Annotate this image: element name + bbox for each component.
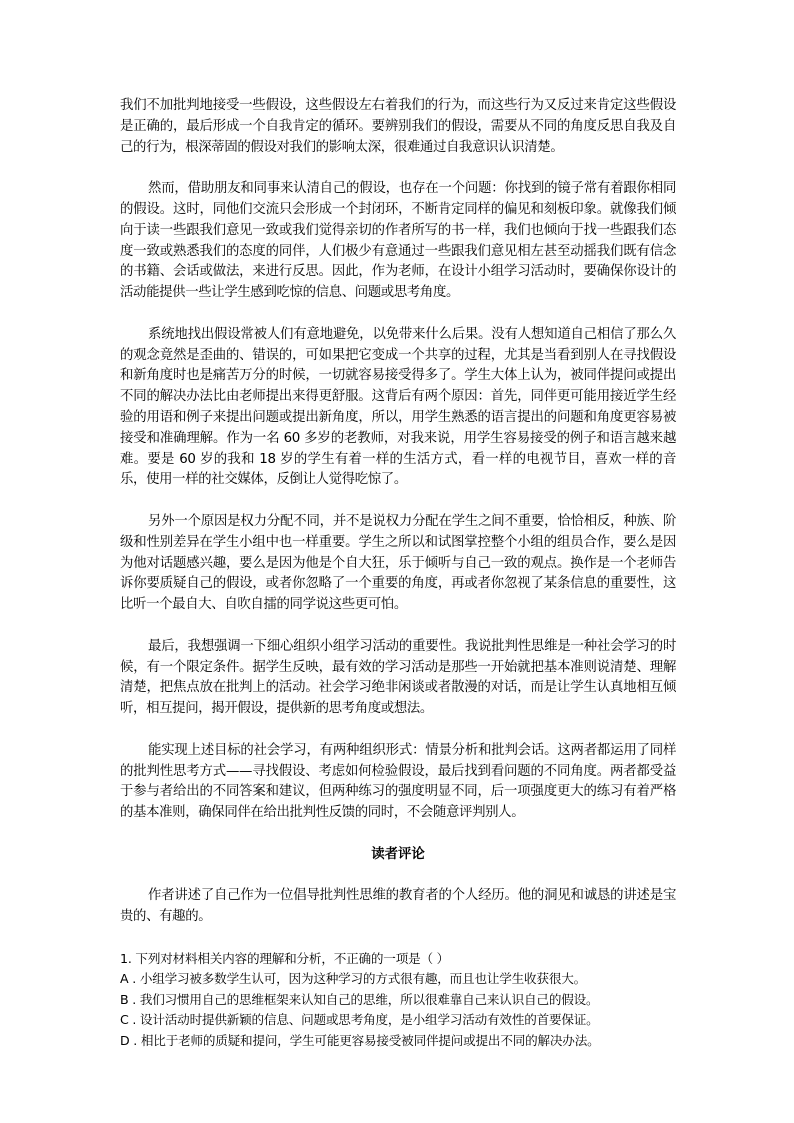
question-option-b: B . 我们习惯用自己的思维框架来认知自己的思维，所以很难靠自己来认识自己的假设。 (120, 991, 599, 1007)
section-heading: 读者评论 (371, 846, 425, 862)
document-page (120, 96, 676, 1052)
question-stem: 1. 下列对材料相关内容的理解和分析，不正确的一项是（ ） (120, 950, 450, 966)
question-option-a: A . 小组学习被多数学生认可，因为这种学习的方式很有趣，而且也让学生收获很大。 (120, 971, 586, 987)
body-paragraph-6: 能实现上述目标的社会学习，有两种组织形式：情景分析和批判会话。这两者都运用了同样的批判性思考方式——寻找假设、考虑如何检验假设，最后找到看问题的不同角度。两者都受益于参与者给出的不同答案和建议，但两种练习的强度明显不同，后一项强度更大的练习有着严格的基本准则，确保同伴在给出批判性反馈的同时，不会随意评判别人。 (120, 742, 676, 821)
question-option-d: D . 相比于老师的质疑和提问，学生可能更容易接受被同伴提问或提出不同的解决办法。 (120, 1033, 600, 1049)
comment-paragraph: 作者讲述了自己作为一位倡导批判性思维的教育者的个人经历。他的洞见和诚恳的讲述是宝贵的、有趣的。 (120, 888, 676, 925)
question-block (120, 949, 676, 1052)
body-paragraph-4: 另外一个原因是权力分配不同，并不是说权力分配在学生之间不重要，恰恰相反，种族、阶级和性别差异在学生小组中也一样重要。学生之所以和试图掌控整个小组的组员合作，要么是因为他对话题感兴趣，要么是因为他是个自大狂，乐于倾听与自己一致的观点。换作是一个老师告诉你要质疑自己的假设，或者你忽略了一个重要的角度，再或者你忽视了某条信息的重要性，这比听一个最自大、自吹自擂的同学说这些更可怕。 (120, 513, 676, 613)
body-paragraph-3: 系统地找出假设常被人们有意地避免，以免带来什么后果。没有人想知道自己相信了那么久的观念竟然是歪曲的、错误的，可如果把它变成一个共享的过程，尤其是当看到别人在寻找假设和新角度时也是痛苦万分的时候，一切就容易接受得多了。学生大体上认为，被同伴提问或提出不同的解决办法比由老师提出来得更舒服。这背后有两个原因：首先，同伴更可能用接近学生经验的用语和例子来提出问题或提出新角度，所以，用学生熟悉的语言提出的问题和角度更容易被接受和准确理解。作为一名 60 多岁的老教师，对我来说，用学生容易接受的例子和语言越来越难。要是 60 岁的我和 18 岁的学生有着一样的生活方式，看一样的电视节目，喜欢一样的音乐，使用一样的社交媒体，反倒让人觉得吃惊了。 (120, 326, 676, 488)
body-paragraph-5: 最后，我想强调一下细心组织小组学习活动的重要性。我说批判性思维是一种社会学习的时候，有一个限定条件。据学生反映，最有效的学习活动是那些一开始就把基本准则说清楚、理解清楚，把焦点放在批判上的活动。社会学习绝非闲谈或者散漫的对话，而是让学生认真地相互倾听，相互提问，揭开假设，提供新的思考角度或想法。 (120, 638, 676, 717)
question-option-c: C . 设计活动时提供新颖的信息、问题或思考角度，是小组学习活动有效性的首要保证。 (120, 1012, 599, 1028)
body-paragraph-2: 然而，借助朋友和同事来认清自己的假设，也存在一个问题：你找到的镜子常有着跟你相同的假设。这时，同他们交流只会形成一个封闭环，不断肯定同样的偏见和刻板印象。就像我们倾向于读一些跟我们意见一致或我们觉得亲切的作者所写的书一样，我们也倾向于找一些跟我们态度一致或熟悉我们的态度的同伴，人们极少有意通过一些跟我们意见相左甚至动摇我们既有信念的书籍、会话或做法，来进行反思。因此，作为老师，在设计小组学习活动时，要确保你设计的活动能提供一些让学生感到吃惊的信息、问题或思考角度。 (120, 181, 676, 301)
body-paragraph-1: 我们不加批判地接受一些假设，这些假设左右着我们的行为，而这些行为又反过来肯定这些假设是正确的，最后形成一个自我肯定的循环。要辨别我们的假设，需要从不同的角度反思自我及自己的行为，根深蒂固的假设对我们的影响太深，很难通过自我意识认识清楚。 (120, 98, 676, 155)
